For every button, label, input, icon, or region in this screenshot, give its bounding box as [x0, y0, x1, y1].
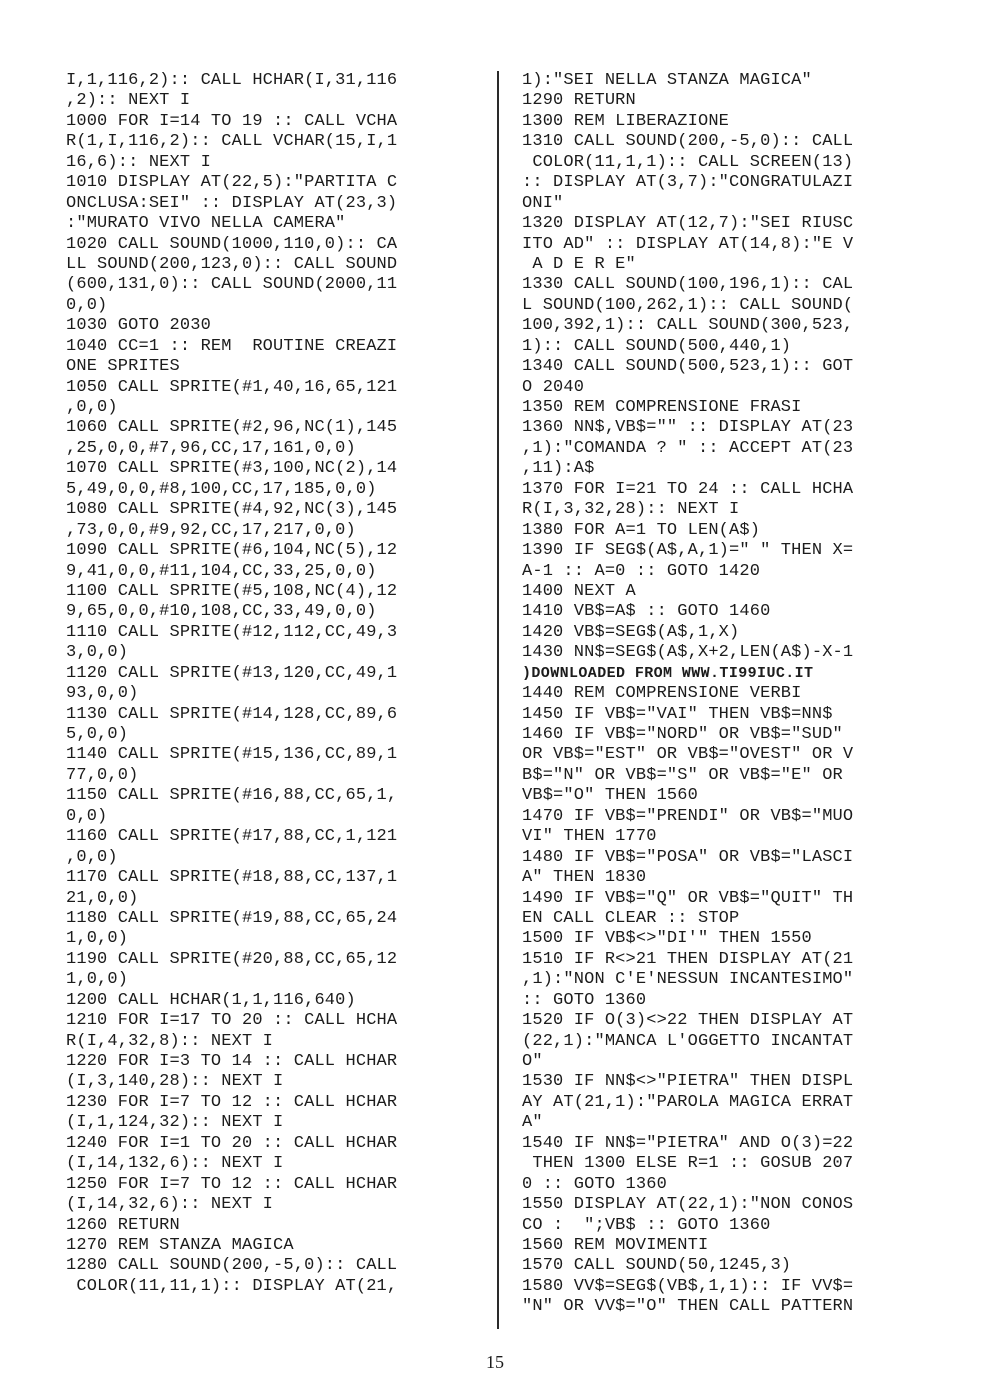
code-line: 5,0,0) [66, 725, 129, 744]
code-line: 1270 REM STANZA MAGICA [66, 1235, 294, 1255]
code-line: 1430 NN$=SEG$(A$,X+2,LEN(A$)-X-1 [522, 643, 854, 663]
code-line: LL SOUND(200,123,0):: CALL SOUND [66, 254, 398, 274]
code-line: 1320 DISPLAY AT(12,7):"SEI RIUSC [522, 214, 854, 234]
code-line: A" [522, 1113, 543, 1133]
code-line: 1220 FOR I=3 TO 14 :: CALL HCHAR [66, 1052, 398, 1071]
code-line: (I,3,140,28):: NEXT I [66, 1072, 284, 1092]
code-line: 1230 FOR I=7 TO 12 :: CALL HCHAR [66, 1092, 398, 1112]
code-line: 1400 NEXT A [522, 581, 636, 601]
code-line: 1290 RETURN [522, 91, 636, 111]
code-line: 1510 IF R<>21 THEN DISPLAY AT(21 [522, 949, 854, 969]
code-line: 1040 CC=1 :: REM ROUTINE CREAZI [66, 336, 398, 356]
code-line: 1150 CALL SPRITE(#16,88,CC,65,1, [66, 786, 398, 806]
code-line: 9,41,0,0,#11,104,CC,33,25,0,0) [66, 561, 377, 581]
code-line: 1,0,0) [66, 970, 129, 990]
code-line: 1480 IF VB$="POSA" OR VB$="LASCI [522, 847, 854, 867]
code-line: ITO AD" :: DISPLAY AT(14,8):"E V [522, 234, 854, 254]
code-line: A" THEN 1830 [522, 868, 647, 888]
code-line: 1390 IF SEG$(A$,A,1)=" " THEN X= [522, 541, 854, 561]
code-line: 1520 IF O(3)<>22 THEN DISPLAY AT [522, 1011, 854, 1031]
code-line: 1380 FOR A=1 TO LEN(A$) [522, 520, 761, 540]
code-line: 1420 VB$=SEG$(A$,1,X) [522, 622, 740, 642]
code-line: "N" OR VV$="O" THEN CALL PATTERN [522, 1297, 854, 1317]
code-line: 1340 CALL SOUND(500,523,1):: GOT [522, 357, 854, 377]
code-line: 1260 RETURN [66, 1215, 180, 1235]
code-line: O" [522, 1052, 543, 1071]
code-line: 1120 CALL SPRITE(#13,120,CC,49,1 [66, 663, 398, 683]
code-line: 1450 IF VB$="VAI" THEN VB$=NN$ [522, 704, 833, 724]
code-line: 1200 CALL HCHAR(1,1,116,640) [66, 990, 356, 1010]
code-line: COLOR(11,1,1):: CALL SCREEN(13) [522, 152, 854, 172]
code-line: 1030 GOTO 2030 [66, 316, 211, 336]
listing-right-column [522, 71, 934, 1318]
code-line: 1050 CALL SPRITE(#1,40,16,65,121 [66, 377, 398, 397]
code-line: I,1,116,2):: CALL HCHAR(I,31,116 [66, 71, 398, 90]
code-line: ,11):A$ [522, 459, 595, 479]
code-line: 93,0,0) [66, 684, 139, 704]
code-line: 1180 CALL SPRITE(#19,88,CC,65,24 [66, 908, 398, 928]
code-line: (600,131,0):: CALL SOUND(2000,11 [66, 275, 398, 295]
code-line: 1370 FOR I=21 TO 24 :: CALL HCHA [522, 479, 854, 499]
code-line: 1440 REM COMPRENSIONE VERBI [522, 684, 802, 704]
code-line: 1460 IF VB$="NORD" OR VB$="SUD" [522, 725, 843, 744]
code-line: 1000 FOR I=14 TO 19 :: CALL VCHA [66, 111, 398, 131]
code-line: 1490 IF VB$="Q" OR VB$="QUIT" TH [522, 888, 854, 908]
code-line: 0 :: GOTO 1360 [522, 1174, 667, 1194]
code-line: 1540 IF NN$="PIETRA" AND O(3)=22 [522, 1133, 854, 1153]
code-line: R(1,I,116,2):: CALL VCHAR(15,I,1 [66, 132, 398, 152]
code-line: ,1):"COMANDA ? " :: ACCEPT AT(23 [522, 438, 854, 458]
code-line: 21,0,0) [66, 888, 139, 908]
code-line: 1330 CALL SOUND(100,196,1):: CAL [522, 275, 854, 295]
code-line: 1140 CALL SPRITE(#15,136,CC,89,1 [66, 745, 398, 765]
code-line: (I,14,132,6):: NEXT I [66, 1154, 284, 1174]
code-line: 1300 REM LIBERAZIONE [522, 111, 730, 131]
code-line: 1130 CALL SPRITE(#14,128,CC,89,6 [66, 704, 398, 724]
code-line: 1160 CALL SPRITE(#17,88,CC,1,121 [66, 827, 398, 847]
page-number: 15 [486, 1352, 504, 1372]
code-line: B$="N" OR VB$="S" OR VB$="E" OR [522, 765, 843, 785]
code-line: 1500 IF VB$<>"DI'" THEN 1550 [522, 929, 812, 949]
code-line: ,0,0) [66, 398, 118, 417]
code-line: 1410 VB$=A$ :: GOTO 1460 [522, 602, 771, 622]
code-line: 1100 CALL SPRITE(#5,108,NC(4),12 [66, 581, 398, 601]
code-line: AY AT(21,1):"PAROLA MAGICA ERRAT [522, 1092, 854, 1112]
code-line: 1010 DISPLAY AT(22,5):"PARTITA C [66, 173, 398, 193]
code-line: OR VB$="EST" OR VB$="OVEST" OR V [522, 745, 854, 765]
code-line: ONCLUSA:SEI" :: DISPLAY AT(23,3) [66, 193, 398, 213]
code-line: ,2):: NEXT I [66, 91, 191, 111]
code-line: 1240 FOR I=1 TO 20 :: CALL HCHAR [66, 1133, 398, 1153]
code-line: THEN 1300 ELSE R=1 :: GOSUB 207 [522, 1154, 854, 1174]
code-line: 1210 FOR I=17 TO 20 :: CALL HCHA [66, 1011, 398, 1031]
column-divider [497, 71, 499, 1329]
code-line: 5,49,0,0,#8,100,CC,17,185,0,0) [66, 479, 377, 499]
code-line: VB$="O" THEN 1560 [522, 786, 698, 806]
code-line: 1):"SEI NELLA STANZA MAGICA" [522, 71, 812, 90]
code-line: (22,1):"MANCA L'OGGETTO INCANTAT [522, 1031, 854, 1051]
code-line: O 2040 [522, 377, 585, 397]
code-line: 1070 CALL SPRITE(#3,100,NC(2),14 [66, 459, 398, 479]
code-line: 1360 NN$,VB$="" :: DISPLAY AT(23 [522, 418, 854, 438]
code-line: A-1 :: A=0 :: GOTO 1420 [522, 561, 761, 581]
code-line: 1090 CALL SPRITE(#6,104,NC(5),12 [66, 541, 398, 561]
code-line: ONI" [522, 193, 564, 213]
code-line: 1170 CALL SPRITE(#18,88,CC,137,1 [66, 868, 398, 888]
code-line: 1280 CALL SOUND(200,-5,0):: CALL [66, 1256, 398, 1276]
code-line: 1):: CALL SOUND(500,440,1) [522, 336, 792, 356]
code-line: CO : ";VB$ :: GOTO 1360 [522, 1215, 771, 1235]
code-line: 1350 REM COMPRENSIONE FRASI [522, 398, 802, 417]
code-line: 1060 CALL SPRITE(#2,96,NC(1),145 [66, 418, 398, 438]
code-line: :"MURATO VIVO NELLA CAMERA" [66, 214, 346, 234]
code-line: ,73,0,0,#9,92,CC,17,217,0,0) [66, 520, 356, 540]
code-line: ,0,0) [66, 847, 118, 867]
code-line: 9,65,0,0,#10,108,CC,33,49,0,0) [66, 602, 377, 622]
code-line: ONE SPRITES [66, 357, 180, 377]
code-line: A D E R E" [522, 254, 636, 274]
code-line: VI" THEN 1770 [522, 827, 657, 847]
code-line: 16,6):: NEXT I [66, 152, 211, 172]
code-line: 1530 IF NN$<>"PIETRA" THEN DISPL [522, 1072, 854, 1092]
code-line: COLOR(11,11,1):: DISPLAY AT(21, [66, 1276, 398, 1296]
code-line: ,1):"NON C'E'NESSUN INCANTESIMO" [522, 970, 854, 990]
code-line: 1020 CALL SOUND(1000,110,0):: CA [66, 234, 398, 254]
code-line: (I,1,124,32):: NEXT I [66, 1113, 284, 1133]
code-line: R(I,4,32,8):: NEXT I [66, 1031, 274, 1051]
code-line: 77,0,0) [66, 765, 139, 785]
code-line: 0,0) [66, 295, 108, 315]
code-line: ,25,0,0,#7,96,CC,17,161,0,0) [66, 438, 356, 458]
code-line: 1080 CALL SPRITE(#4,92,NC(3),145 [66, 500, 398, 520]
code-line: 100,392,1):: CALL SOUND(300,523, [522, 316, 854, 336]
code-line: 1190 CALL SPRITE(#20,88,CC,65,12 [66, 949, 398, 969]
code-line: 1550 DISPLAY AT(22,1):"NON CONOS [522, 1195, 854, 1215]
code-line: (I,14,32,6):: NEXT I [66, 1195, 274, 1215]
code-line: )DOWNLOADED FROM WWW.TI99IUC.IT [522, 664, 814, 682]
code-line: EN CALL CLEAR :: STOP [522, 908, 740, 928]
code-line: 1560 REM MOVIMENTI [522, 1235, 709, 1255]
code-line: 1570 CALL SOUND(50,1245,3) [522, 1256, 792, 1276]
code-line: 1470 IF VB$="PRENDI" OR VB$="MUO [522, 806, 854, 826]
code-line: R(I,3,32,28):: NEXT I [522, 500, 740, 520]
listing-left-column [66, 71, 478, 1297]
code-line: 1,0,0) [66, 929, 129, 949]
code-line: 3,0,0) [66, 643, 129, 663]
code-line: :: GOTO 1360 [522, 990, 647, 1010]
code-line: 1250 FOR I=7 TO 12 :: CALL HCHAR [66, 1174, 398, 1194]
code-line: 0,0) [66, 806, 108, 826]
code-line: :: DISPLAY AT(3,7):"CONGRATULAZI [522, 173, 854, 193]
code-line: 1310 CALL SOUND(200,-5,0):: CALL [522, 132, 854, 152]
code-line: L SOUND(100,262,1):: CALL SOUND( [522, 295, 854, 315]
code-line: 1580 VV$=SEG$(VB$,1,1):: IF VV$= [522, 1276, 854, 1296]
code-line: 1110 CALL SPRITE(#12,112,CC,49,3 [66, 622, 398, 642]
